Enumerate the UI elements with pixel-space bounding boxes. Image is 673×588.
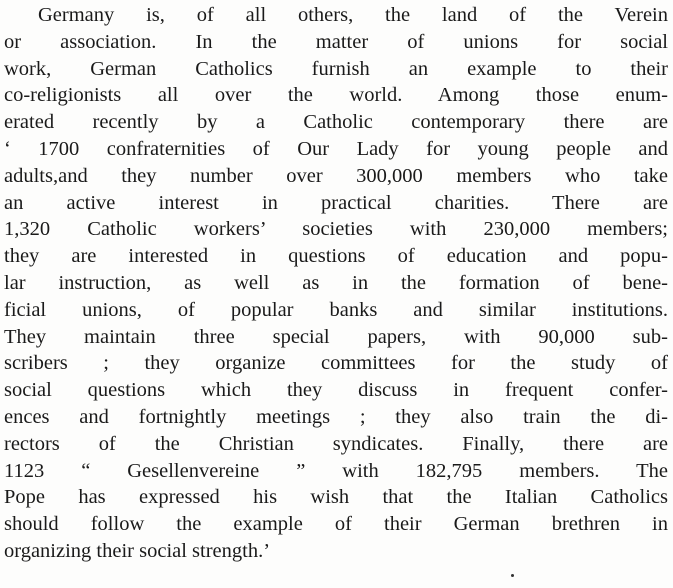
text-line: organizing their social strength.’ bbox=[4, 539, 271, 562]
text-line: should follow the example of their German brethren in bbox=[4, 513, 668, 536]
text-line: an active interest in practical charities. There are bbox=[4, 191, 668, 214]
text-line: ences and fortnightly meetings ; they also train the di- bbox=[4, 405, 668, 428]
text-line: social questions which they discuss in frequent confer- bbox=[4, 379, 668, 402]
text-line: lar instruction, as well as in the formation of bene- bbox=[4, 271, 668, 294]
text-line: work, German Catholics furnish an example to their bbox=[4, 57, 668, 80]
text-line: 1123 “ Gesellenvereine ” with 182,795 members. The bbox=[4, 459, 668, 482]
text-line: Pope has expressed his wish that the Italian Catholics bbox=[4, 486, 668, 509]
text-line: 1,320 Catholic workers’ societies with 230,000 members; bbox=[4, 218, 668, 241]
text-line: Germany is, of all others, the land of the Verein bbox=[38, 4, 668, 26]
text-line: co-religionists all over the world. Among those enum- bbox=[4, 84, 668, 107]
text-line: scribers ; they organize committees for the study of bbox=[4, 352, 668, 375]
text-line: they are interested in questions of education and popu- bbox=[4, 245, 668, 268]
article-text bbox=[4, 2, 668, 565]
text-line: adults,and they number over 300,000 members who take bbox=[4, 164, 668, 187]
text-line: rectors of the Christian syndicates. Finally, there are bbox=[4, 432, 668, 455]
text-line: ficial unions, of popular banks and similar institutions. bbox=[4, 298, 668, 321]
text-line: erated recently by a Catholic contemporary there are bbox=[4, 111, 668, 134]
ink-speck bbox=[511, 574, 514, 577]
text-line: ‘ 1700 confraternities of Our Lady for young people and bbox=[4, 137, 668, 160]
text-line: They maintain three special papers, with 90,000 sub- bbox=[4, 325, 668, 348]
text-line: or association. In the matter of unions for social bbox=[4, 30, 668, 53]
